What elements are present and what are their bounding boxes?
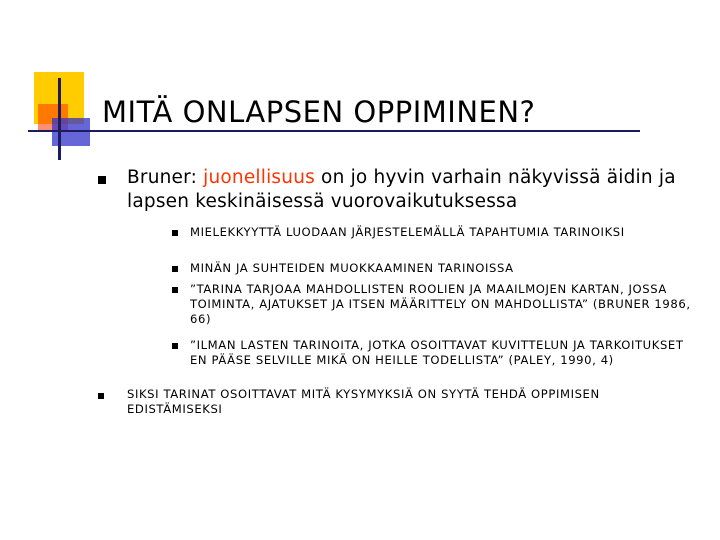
decor-vertical-rule <box>58 78 61 160</box>
bullet-1-text <box>127 166 707 214</box>
bullet-1-prefix: Bruner: <box>127 167 204 188</box>
sub-bullet-marker-3 <box>172 287 178 293</box>
bullet-marker-1 <box>98 176 106 184</box>
slide-title: MITÄ ONLAPSEN OPPIMINEN? <box>102 95 536 129</box>
title-underline-rule <box>28 130 640 132</box>
bullet-2-text: SIKSI TARINAT OSOITTAVAT MITÄ KYSYMYKSIÄ ON SYYTÄ TEHDÄ OPPIMISEN EDISTÄMISEKSI <box>127 387 600 416</box>
bullet-1-rest: on jo hyvin varhain näkyvissä äidin ja lapsen keskinäisessä vuorovaikutuksessa <box>127 167 676 212</box>
bullet-marker-2 <box>98 393 104 399</box>
sub-bullet-marker-1 <box>172 230 178 236</box>
sub-bullet-marker-2 <box>172 266 178 272</box>
sub-item-4: ”ILMAN LASTEN TARINOITA, JOTKA OSOITTAVAT KUVITTELUN JA TARKOITUKSET EN PÄÄSE SELVILLE MIKÄ ON HEILLE TODELLISTA” (PALEY, 1990, 4) <box>190 338 684 367</box>
sub-item-1: MIELEKKYYTTÄ LUODAAN JÄRJESTELEMÄLLÄ TAPAHTUMIA TARINOIKSI <box>190 225 625 239</box>
sub-item-2: MINÄN JA SUHTEIDEN MUOKKAAMINEN TARINOISSA <box>190 261 514 275</box>
sub-item-3: ”TARINA TARJOAA MAHDOLLISTEN ROOLIEN JA MAAILMOJEN KARTAN, JOSSA TOIMINTA, AJATUKSET JA ITSEN MÄÄRITTELY ON MAHDOLLISTA” (BRUNER 1986, 66) <box>190 282 691 326</box>
sub-bullet-marker-4 <box>172 343 178 349</box>
bullet-1-highlight: juonellisuus <box>203 167 315 188</box>
